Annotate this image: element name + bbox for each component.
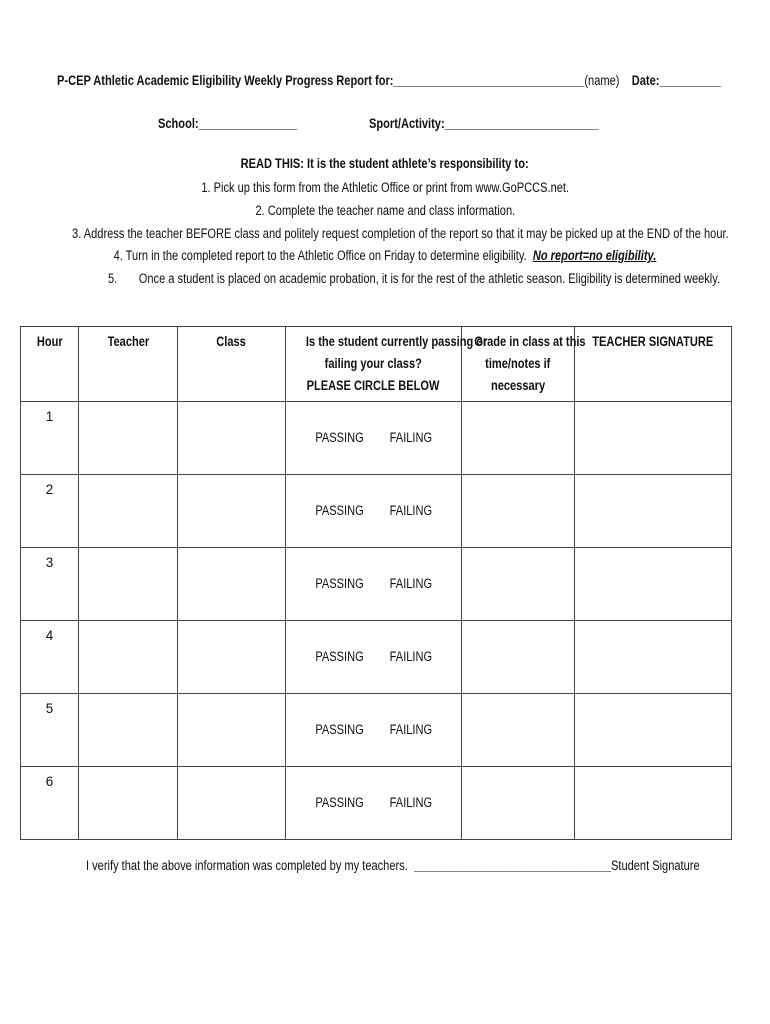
no-report-warning: No report=no eligibility. <box>532 248 657 263</box>
teacher-cell[interactable] <box>79 402 178 475</box>
date-label: Date: <box>631 73 660 88</box>
instruction-item-3: 3. Address the teacher BEFORE class and politely request completion of the report so that it may be picked up at the END of the hour. <box>72 226 729 241</box>
failing-option[interactable]: FAILING <box>389 722 433 737</box>
failing-option[interactable]: FAILING <box>389 430 433 445</box>
class-cell[interactable] <box>178 694 286 767</box>
table-row <box>21 621 732 694</box>
status-cell <box>286 548 462 621</box>
instruction-item-1: 1. Pick up this form from the Athletic Office or print from www.GoPCCS.net. <box>201 180 569 195</box>
table-row <box>21 694 732 767</box>
passing-option[interactable]: PASSING <box>315 649 364 664</box>
class-cell[interactable] <box>178 548 286 621</box>
grade-cell[interactable] <box>462 402 575 475</box>
teacher-cell[interactable] <box>79 694 178 767</box>
teacher-signature-cell[interactable] <box>575 694 732 767</box>
teacher-signature-cell[interactable] <box>575 475 732 548</box>
instruction-item-4-text: 4. Turn in the completed report to the Athletic Office on Friday to determine eligibility. <box>113 248 527 263</box>
failing-option[interactable]: FAILING <box>389 503 433 518</box>
instruction-item-5-number: 5. <box>108 271 118 286</box>
verification-row <box>86 858 770 873</box>
teacher-cell[interactable] <box>79 475 178 548</box>
table-row <box>21 475 732 548</box>
teacher-cell[interactable] <box>79 767 178 840</box>
grade-cell[interactable] <box>462 767 575 840</box>
passing-option[interactable]: PASSING <box>315 576 364 591</box>
class-cell[interactable] <box>178 767 286 840</box>
class-cell[interactable] <box>178 621 286 694</box>
teacher-cell[interactable] <box>79 548 178 621</box>
col-header-hour: Hour <box>21 327 79 402</box>
grade-cell[interactable] <box>462 621 575 694</box>
table-row <box>21 402 732 475</box>
status-cell <box>286 475 462 548</box>
report-title: P-CEP Athletic Academic Eligibility Weekly Progress Report for: <box>57 73 394 88</box>
teacher-signature-cell[interactable] <box>575 402 732 475</box>
school-field[interactable]: ________________ <box>198 116 298 131</box>
teacher-signature-cell[interactable] <box>575 621 732 694</box>
passing-option[interactable]: PASSING <box>315 430 364 445</box>
status-cell <box>286 694 462 767</box>
class-cell[interactable] <box>178 475 286 548</box>
failing-option[interactable]: FAILING <box>389 795 433 810</box>
eligibility-table <box>20 326 732 840</box>
student-signature-field[interactable]: ________________________________ <box>413 858 611 873</box>
col-header-grade: Grade in class at this time/notes if necessary <box>462 327 575 402</box>
student-signature-label: Student Signature <box>610 858 700 873</box>
passing-option[interactable]: PASSING <box>315 503 364 518</box>
school-label: School: <box>158 116 199 131</box>
col-header-teacher: Teacher <box>79 327 178 402</box>
report-title-row <box>57 73 770 89</box>
hour-cell: 1 <box>21 402 79 475</box>
teacher-signature-cell[interactable] <box>575 548 732 621</box>
hour-cell: 2 <box>21 475 79 548</box>
grade-cell[interactable] <box>462 548 575 621</box>
verification-text: I verify that the above information was completed by my teachers. <box>86 858 408 873</box>
status-cell <box>286 621 462 694</box>
hour-cell: 3 <box>21 548 79 621</box>
class-cell[interactable] <box>178 402 286 475</box>
teacher-signature-cell[interactable] <box>575 767 732 840</box>
name-hint: (name) <box>584 73 620 88</box>
failing-option[interactable]: FAILING <box>389 576 433 591</box>
instruction-item-5-text: Once a student is placed on academic probation, it is for the rest of the athletic season. Eligibility is determined weekly. <box>138 271 721 286</box>
grade-cell[interactable] <box>462 475 575 548</box>
sport-label: Sport/Activity: <box>369 116 445 131</box>
sport-row <box>369 116 649 132</box>
status-cell <box>286 402 462 475</box>
passing-option[interactable]: PASSING <box>315 722 364 737</box>
table-row <box>21 548 732 621</box>
teacher-cell[interactable] <box>79 621 178 694</box>
hour-cell: 4 <box>21 621 79 694</box>
col-header-class: Class <box>178 327 286 402</box>
status-cell <box>286 767 462 840</box>
table-row <box>21 767 732 840</box>
col-header-teacher-signature: TEACHER SIGNATURE <box>575 327 732 402</box>
table-header-row <box>21 327 732 402</box>
sport-field[interactable]: _________________________ <box>444 116 599 131</box>
hour-cell: 5 <box>21 694 79 767</box>
instruction-item-5 <box>108 271 770 287</box>
hour-cell: 6 <box>21 767 79 840</box>
instruction-item-4 <box>0 248 770 264</box>
grade-cell[interactable] <box>462 694 575 767</box>
failing-option[interactable]: FAILING <box>389 649 433 664</box>
passing-option[interactable]: PASSING <box>315 795 364 810</box>
date-field[interactable]: __________ <box>659 73 721 88</box>
col-header-status: Is the student currently passing or failing your class? PLEASE CIRCLE BELOW <box>286 327 462 402</box>
school-row <box>158 116 328 132</box>
name-field[interactable]: _______________________________ <box>393 73 585 88</box>
instructions-heading: READ THIS: It is the student athlete’s responsibility to: <box>240 156 530 171</box>
instruction-item-2: 2. Complete the teacher name and class information. <box>255 203 515 218</box>
